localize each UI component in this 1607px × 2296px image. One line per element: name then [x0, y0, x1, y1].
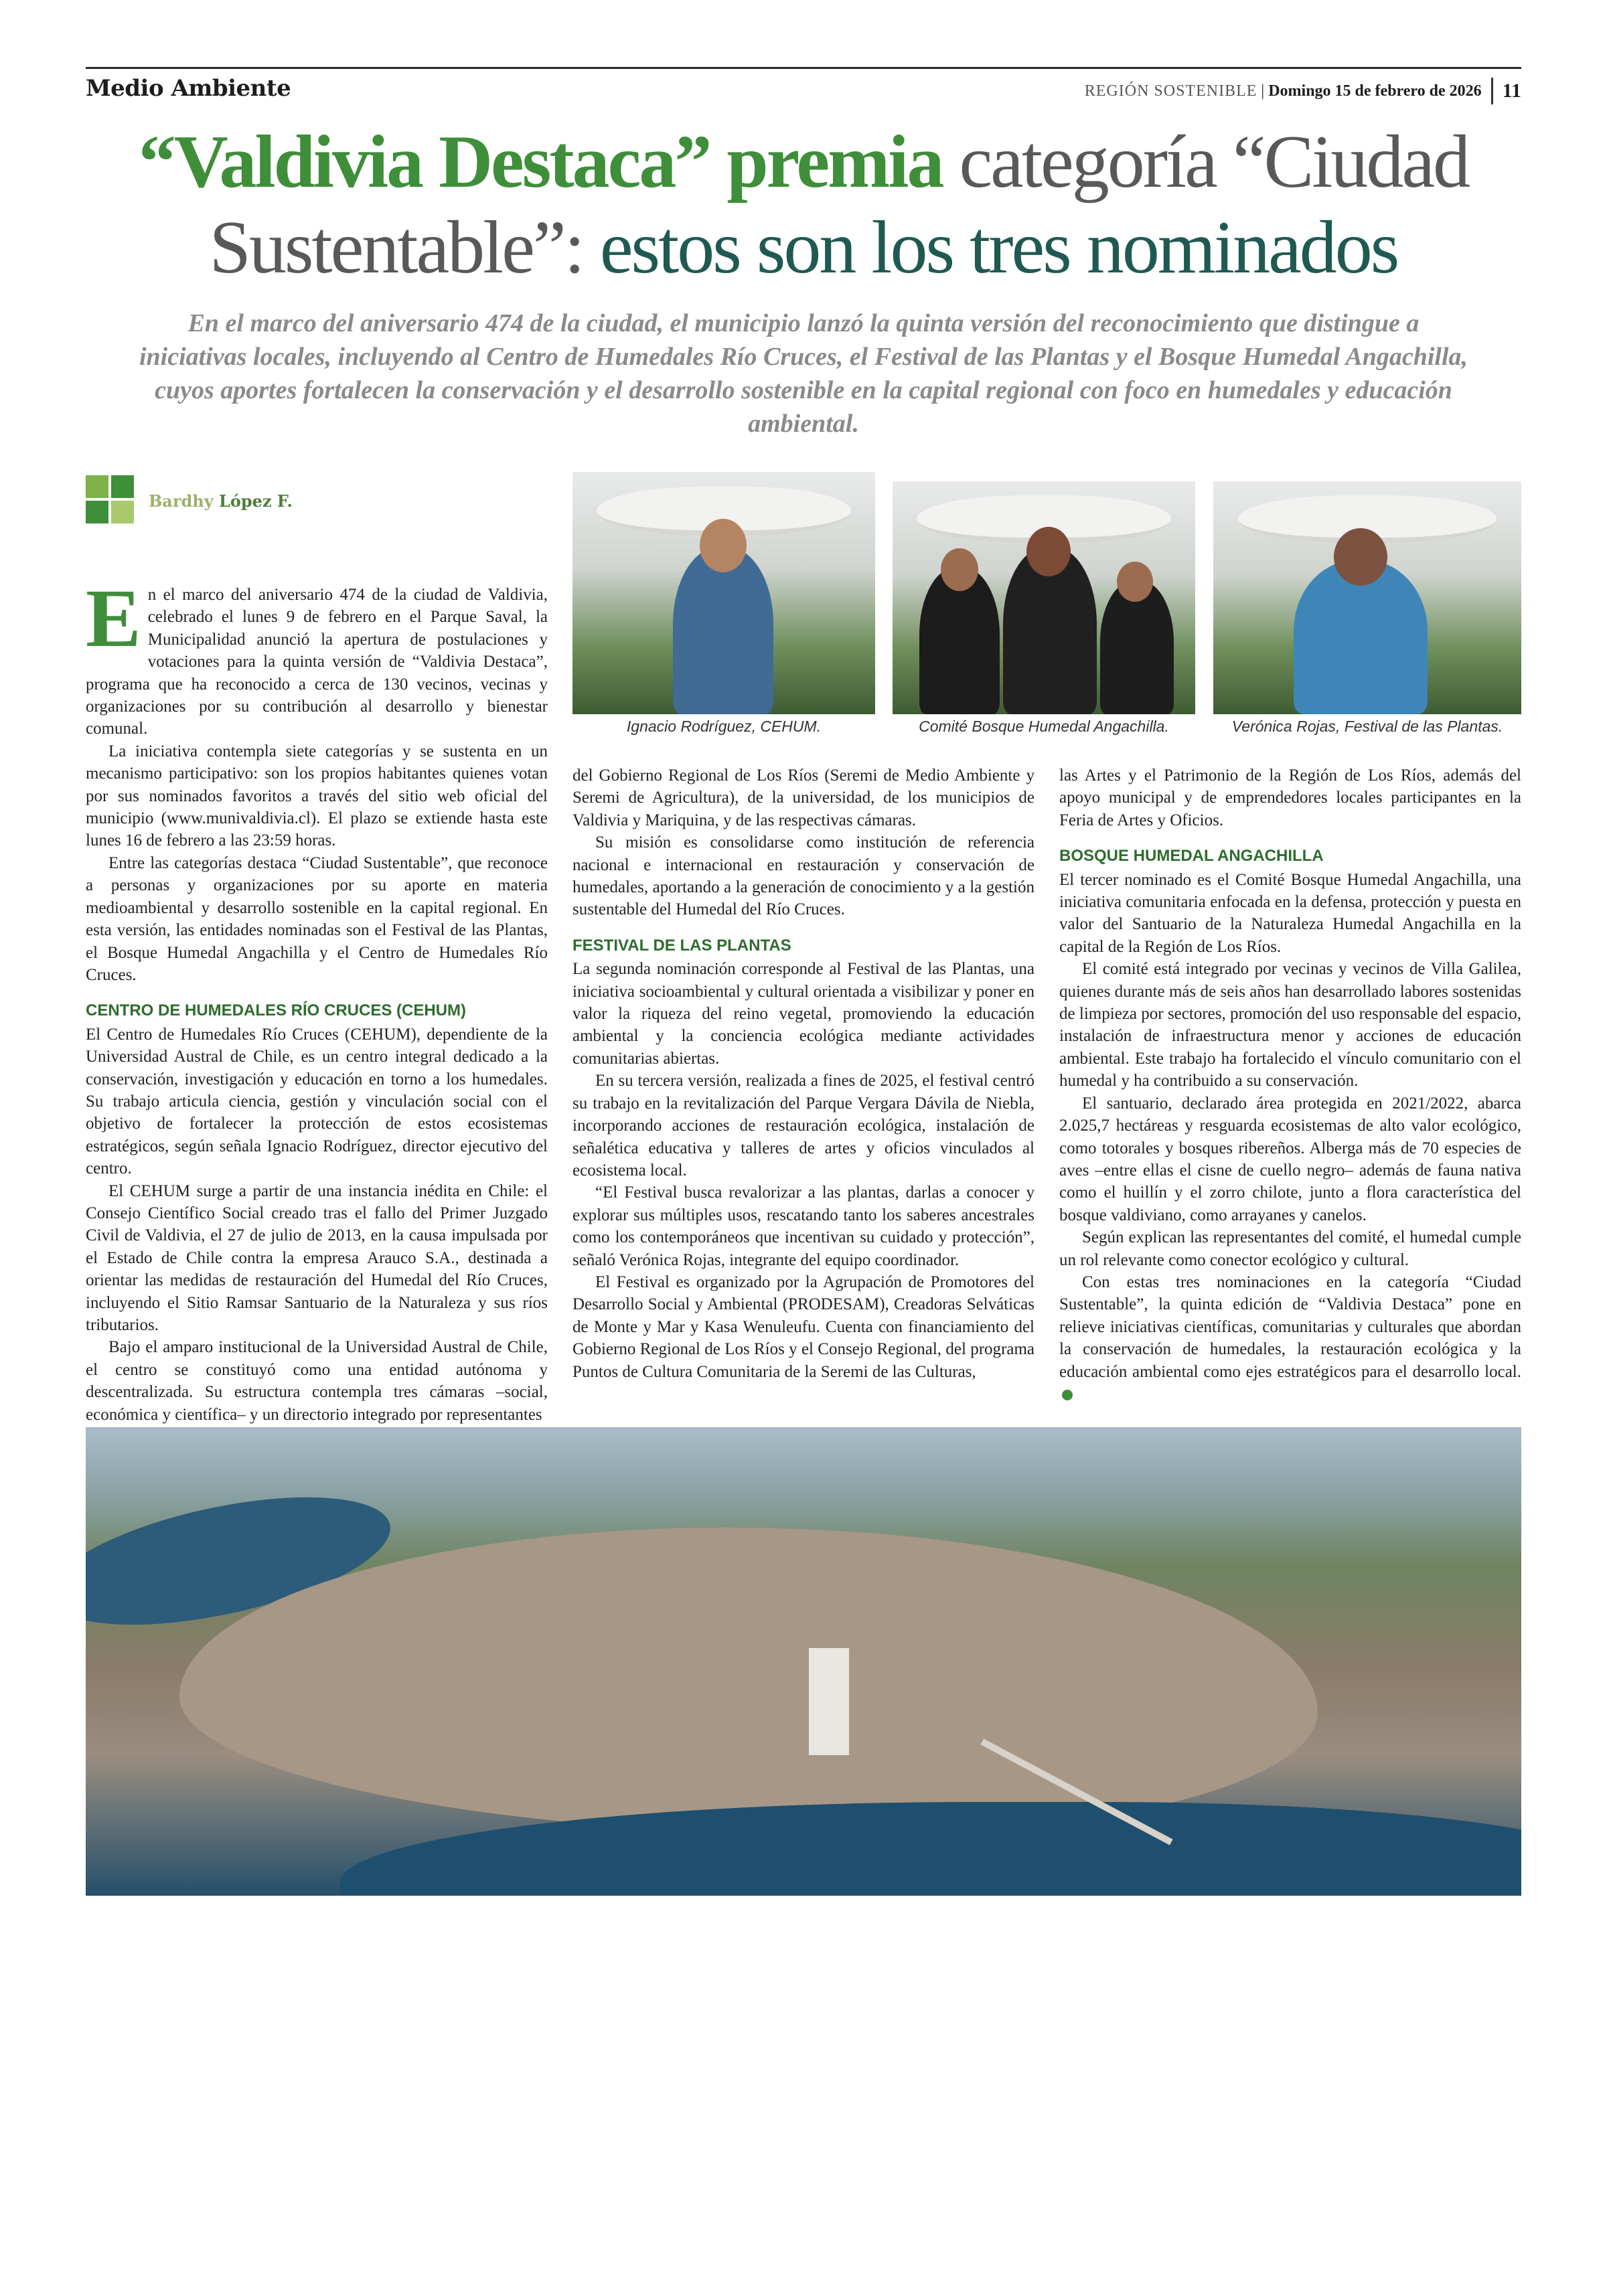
top-rule — [86, 67, 1521, 69]
article-column-1 — [86, 572, 548, 1426]
dek: En el marco del aniversario 474 de la ciudad, el municipio lanzó la quinta versión del reconocimiento que distingue a iniciativas locales, incluyendo al Centro de Humedales Río Cruces, el Festival de las Plantas y el Bosque Humedal Angachilla, cuyos aportes fortalecen la conservación y el desarrollo sostenible en la capital regional con foco en humedales y educación ambiental. — [139, 309, 1468, 438]
masthead — [1085, 78, 1521, 104]
author-first-name: Bardhy — [149, 491, 214, 511]
paragraph: El comité está integrado por vecinas y vecinos de Villa Galilea, quienes durante más de seis años han desarrollado labores sostenidas de limpieza por sectores, promoción del uso responsable del espacio, instalación de infraestructura menor y acciones de educación ambiental. Este trabajo ha fortalecido el vínculo comunitario con el humedal y ha contribuido a su conservación. — [1059, 960, 1521, 1090]
aerial-photo-valdivia — [86, 1427, 1521, 1896]
paragraph — [86, 572, 548, 740]
paragraph: El Centro de Humedales Río Cruces (CEHUM), dependiente de la Universidad Austral de Chile, es un centro integral dedicado a la conservación, investigación y educación en torno a los humedales. Su trabajo articula ciencia, gestión y vinculación social con el objetivo de fortalecer la protección de estos ecosistemas estratégicos, según señala Ignacio Rodríguez, director ejecutivo del centro. — [86, 1025, 548, 1178]
paragraph-text: n el marco del aniversario 474 de la ciudad de Valdivia, celebrado el lunes 9 de febrero en el Parque Saval, la Municipalidad anunció la apertura de postulaciones y votaciones para la quinta versión de “Valdivia Destaca”, programa que ha reconocido a cerca de 130 vecinos, vecinas y organizaciones por su contribución al desarrollo y bienestar comunal. — [86, 586, 548, 738]
paragraph: del Gobierno Regional de Los Ríos (Seremi de Medio Ambiente y Seremi de Agricultura), de la universidad, de los municipios de Valdivia y Mariquina, y de las respectivas cámaras. — [572, 766, 1035, 829]
separator: | — [1261, 82, 1265, 100]
paragraph: La iniciativa contempla siete categorías y se sustenta en un mecanismo participativo: son los propios habitantes quienes votan por sus nominados favoritos a través del sitio web oficial del municipio (www.munivaldivia.cl). El plazo se extiende hasta este lunes 16 de febrero a las 23:59 horas. — [86, 742, 548, 850]
section-title: Medio Ambiente — [86, 75, 291, 102]
paragraph — [1059, 1271, 1521, 1405]
photo-ignacio-rodriguez — [572, 472, 875, 714]
paragraph: Entre las categorías destaca “Ciudad Sustentable”, que reconoce a personas y organizaciones por su aporte en materia medioambiental y desarrollo sostenible en la capital regional. En esta versión, las entidades nominadas son el Festival de las Plantas, el Bosque Humedal Angachilla y el Centro de Humedales Río Cruces. — [86, 853, 548, 984]
subheading-angachilla: BOSQUE HUMEDAL ANGACHILLA — [1059, 847, 1324, 866]
publication-name: REGIÓN SOSTENIBLE — [1084, 82, 1257, 100]
paragraph: El Festival es organizado por la Agrupación de Promotores del Desarrollo Social y Ambiental (PRODESAM), Creadoras Selváticas de Monte y Mar y Kasa Wenuleufu. Cuenta con financiamiento del Gobierno Regional de Los Ríos y el Consejo Regional, del programa Puntos de Cultura Comunitaria de la Seremi de las Culturas, — [572, 1273, 1035, 1381]
paragraph: las Artes y el Patrimonio de la Región de Los Ríos, además del apoyo municipal y de emprendedores locales participantes en la Feria de Artes y Oficios. — [1059, 766, 1521, 829]
photo-caption: Comité Bosque Humedal Angachilla. — [919, 718, 1169, 735]
paragraph: Su misión es consolidarse como institución de referencia nacional e internacional en restauración y conservación de humedales, aportando a la generación de conocimiento y a la gestión sustentable del Humedal del Río Cruces. — [572, 833, 1035, 919]
headline-part-2: categoría “Ciudad Sustentable”: — [209, 120, 1469, 289]
article-column-2 — [572, 764, 1035, 1383]
author-logo-icon — [86, 475, 137, 526]
author-last-name: López F. — [219, 491, 293, 511]
paragraph: El CEHUM surge a partir de una instancia inédita en Chile: el Consejo Científico Social creado tras el fallo del Primer Juzgado Civil de Valdivia, el 27 de julio de 2013, en la causa impulsada por el Estado de Chile contra la empresa Arauco S.A., destinada a orientar las medidas de restauración del Humedal del Río Cruces, incluyendo el Sitio Ramsar Santuario de la Naturaleza y sus ríos tributarios. — [86, 1181, 548, 1334]
drop-cap: E — [86, 572, 141, 664]
subheading-festival: FESTIVAL DE LAS PLANTAS — [572, 936, 791, 955]
page-divider — [1491, 78, 1493, 104]
paragraph: Según explican las representantes del comité, el humedal cumple un rol relevante como conector ecológico y cultural. — [1059, 1228, 1521, 1269]
paragraph: En su tercera versión, realizada a fines de 2025, el festival centró su trabajo en la revitalización del Parque Vergara Dávila de Niebla, incorporando acciones de restauración ecológica, instalación de señalética educativa y talleres de artes y oficios vinculados al ecosistema local. — [572, 1072, 1035, 1179]
subheading-cehum: CENTRO DE HUMEDALES RÍO CRUCES (CEHUM) — [86, 1001, 467, 1020]
headline — [86, 119, 1521, 291]
paragraph-text: Con estas tres nominaciones en la categoría “Ciudad Sustentable”, la quinta edición de “Valdivia Destaca” pone en relieve iniciativas científicas, comunitarias y culturales que abordan la conservación de humedales, la restauración ecológica y la educación ambiental como ejes estratégicos para el desarrollo local. — [1059, 1273, 1521, 1381]
photo-caption: Verónica Rojas, Festival de las Plantas. — [1231, 718, 1503, 735]
end-mark-icon — [1062, 1390, 1073, 1400]
paragraph: El santuario, declarado área protegida en 2021/2022, abarca 2.025,7 hectáreas y resguarda ecosistemas de alto valor ecológico, como totorales y bosques ribereños. Alberga más de 70 especies de aves –entre ellas el cisne de cuello negro– además de fauna nativa como el huillín y el zorro chilote, junto a flora característica del bosque valdiviano, como arrayanes y canelos. — [1059, 1094, 1521, 1224]
byline — [86, 475, 293, 526]
headline-part-3: estos son los tres nominados — [599, 206, 1398, 289]
paragraph: “El Festival busca revalorizar a las plantas, darlas a conocer y explorar sus múltiples usos, rescatando tanto los saberes ancestrales como los contemporáneos que incentivan su cuidado y protección”, señaló Verónica Rojas, integrante del equipo coordinador. — [572, 1183, 1035, 1269]
author-name — [149, 491, 293, 511]
paragraph: Bajo el amparo institucional de la Universidad Austral de Chile, el centro se constituyó como una entidad autónoma y descentralizada. Su estructura contempla tres cámaras –social, económica y científica– y un directorio integrado por representantes — [86, 1338, 548, 1424]
paragraph: El tercer nominado es el Comité Bosque Humedal Angachilla, una iniciativa comunitaria enfocada en la defensa, protección y puesta en valor del Santuario de la Naturaleza Humedal Angachilla en la capital de la Región de Los Ríos. — [1059, 870, 1521, 956]
issue-date: Domingo 15 de febrero de 2026 — [1268, 82, 1482, 100]
article-column-3 — [1059, 764, 1521, 1405]
page-number: 11 — [1502, 80, 1521, 102]
photo-caption: Ignacio Rodríguez, CEHUM. — [626, 718, 822, 735]
photo-comite-angachilla — [893, 481, 1195, 714]
paragraph: La segunda nominación corresponde al Festival de las Plantas, una iniciativa socioambiental y cultural orientada a visibilizar y poner en valor la riqueza del reino vegetal, promoviendo la educación ambiental y la conciencia ecológica mediante actividades comunitarias abiertas. — [572, 960, 1035, 1068]
headline-part-1: “Valdivia Destaca” premia — [138, 120, 943, 203]
photo-veronica-rojas — [1213, 481, 1521, 714]
